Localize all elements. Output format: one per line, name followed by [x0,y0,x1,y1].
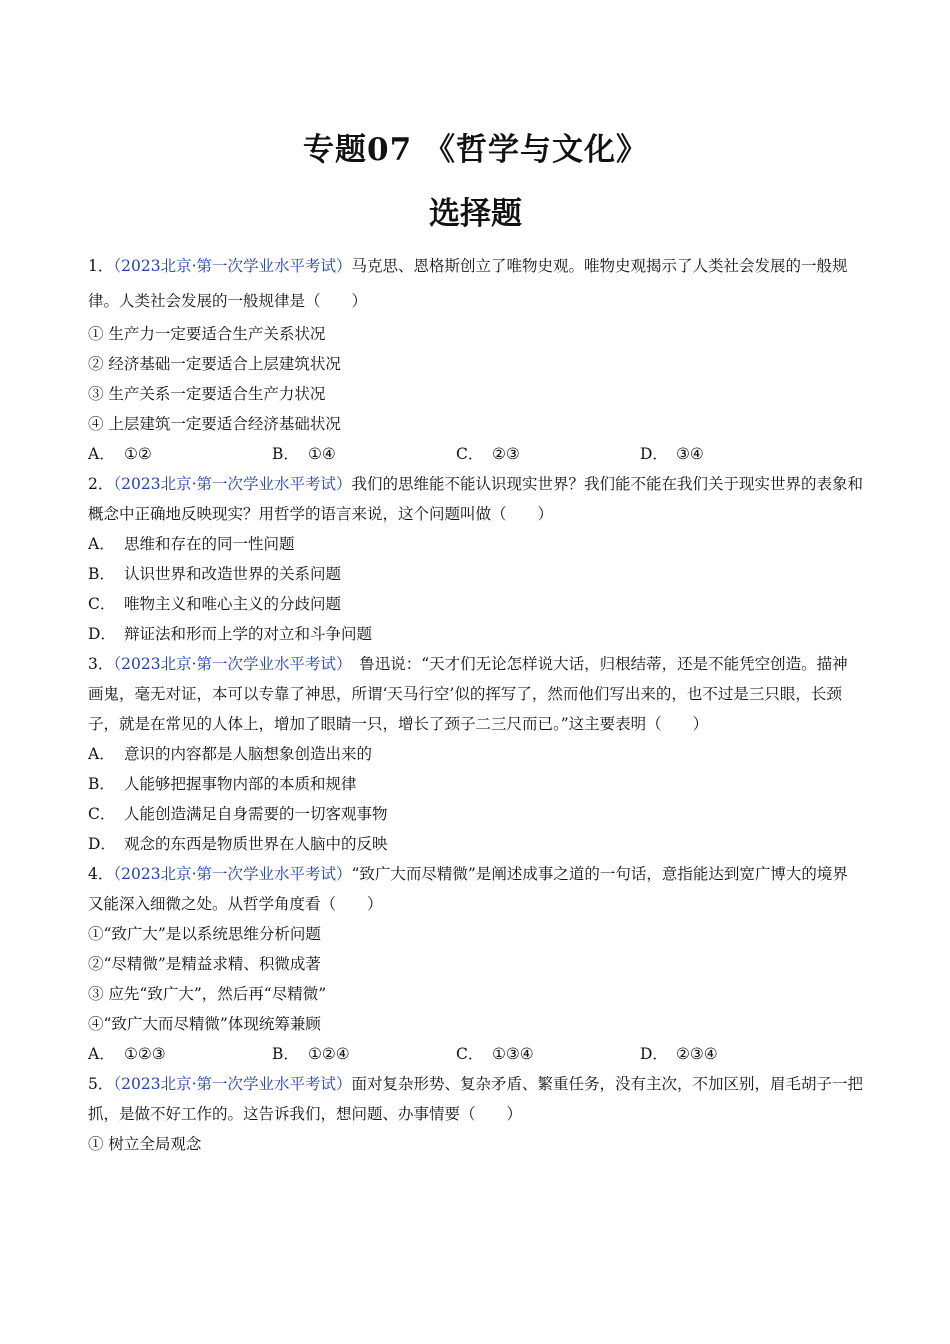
options-row [88,1039,863,1069]
options-row [88,439,863,469]
question-2 [88,469,863,649]
statement: ① 树立全局观念 [88,1135,202,1153]
question-source: （2023北京·第一次学业水平考试） [113,475,352,493]
option-b[interactable]: B． 人能够把握事物内部的本质和规律 [88,775,357,793]
option-c[interactable]: C． ②③ [456,445,520,463]
question-source: （2023北京·第一次学业水平考试） [113,655,344,673]
statement: ② 经济基础一定要适合上层建筑状况 [88,355,341,373]
question-stem: 4．（2023北京·第一次学业水平考试）“致广大而尽精微”是阐述成事之道的一句话，意指能达到宽广博大的境界又能深入细微之处。从哲学角度看（ ） [88,865,848,913]
question-source: （2023北京·第一次学业水平考试） [113,1075,352,1093]
option-b[interactable]: B． ①②④ [272,1045,350,1063]
question-stem: 3．（2023北京·第一次学业水平考试） 鲁迅说：“天才们无论怎样说大话，归根结蒂，还是不能凭空创造。描神画鬼，毫无对证，本可以专靠了神思，所谓‘天马行空’似的挥写了，然而他们写出来的，也不过是三只眼，长颈子，就是在常见的人体上，增加了眼睛一只，增长了颈子二三尺而已。”这主要表明（ ） [88,655,848,733]
question-5 [88,1069,863,1159]
statement: ②“尽精微”是精益求精、积微成著 [88,955,321,973]
statement: ①“致广大”是以系统思维分析问题 [88,925,321,943]
question-3 [88,649,863,859]
page-title: 专题07 《哲学与文化》 [303,132,648,168]
option-a[interactable]: A． 思维和存在的同一性问题 [88,535,295,553]
statement: ③ 应先“致广大”，然后再“尽精微” [88,985,327,1003]
question-source: （2023北京·第一次学业水平考试） [113,257,352,275]
question-stem: 2．（2023北京·第一次学业水平考试）我们的思维能不能认识现实世界？我们能不能在我们关于现实世界的表象和概念中正确地反映现实？用哲学的语言来说，这个问题叫做（ ） [88,475,864,523]
question-list [88,249,863,1159]
option-b[interactable]: B． 认识世界和改造世界的关系问题 [88,565,342,583]
option-c[interactable]: C． 人能创造满足自身需要的一切客观事物 [88,805,388,823]
option-a[interactable]: A． 意识的内容都是人脑想象创造出来的 [88,745,373,763]
section-title: 选择题 [429,196,522,232]
statement: ③ 生产关系一定要适合生产力状况 [88,385,326,403]
statement: ④“致广大而尽精微”体现统筹兼顾 [88,1015,321,1033]
question-source: （2023北京·第一次学业水平考试） [113,865,352,883]
statement: ① 生产力一定要适合生产关系状况 [88,325,326,343]
option-c[interactable]: C． 唯物主义和唯心主义的分歧问题 [88,595,342,613]
statement: ④ 上层建筑一定要适合经济基础状况 [88,415,341,433]
option-d[interactable]: D． 辩证法和形而上学的对立和斗争问题 [88,625,373,643]
question-4 [88,859,863,1069]
option-c[interactable]: C． ①③④ [456,1045,534,1063]
question-stem: 1．（2023北京·第一次学业水平考试）马克思、恩格斯创立了唯物史观。唯物史观揭示了人类社会发展的一般规律。人类社会发展的一般规律是（ ） [88,257,848,310]
option-b[interactable]: B． ①④ [272,445,336,463]
option-a[interactable]: A． ①② [88,445,152,463]
question-1 [88,249,863,469]
question-stem: 5．（2023北京·第一次学业水平考试）面对复杂形势、复杂矛盾、繁重任务，没有主次，不加区别，眉毛胡子一把抓，是做不好工作的。这告诉我们，想问题、办事情要（ ） [88,1075,864,1123]
option-d[interactable]: D． 观念的东西是物质世界在人脑中的反映 [88,835,388,853]
option-d[interactable]: D． ③④ [640,445,704,463]
option-a[interactable]: A． ①②③ [88,1045,166,1063]
option-d[interactable]: D． ②③④ [640,1045,718,1063]
